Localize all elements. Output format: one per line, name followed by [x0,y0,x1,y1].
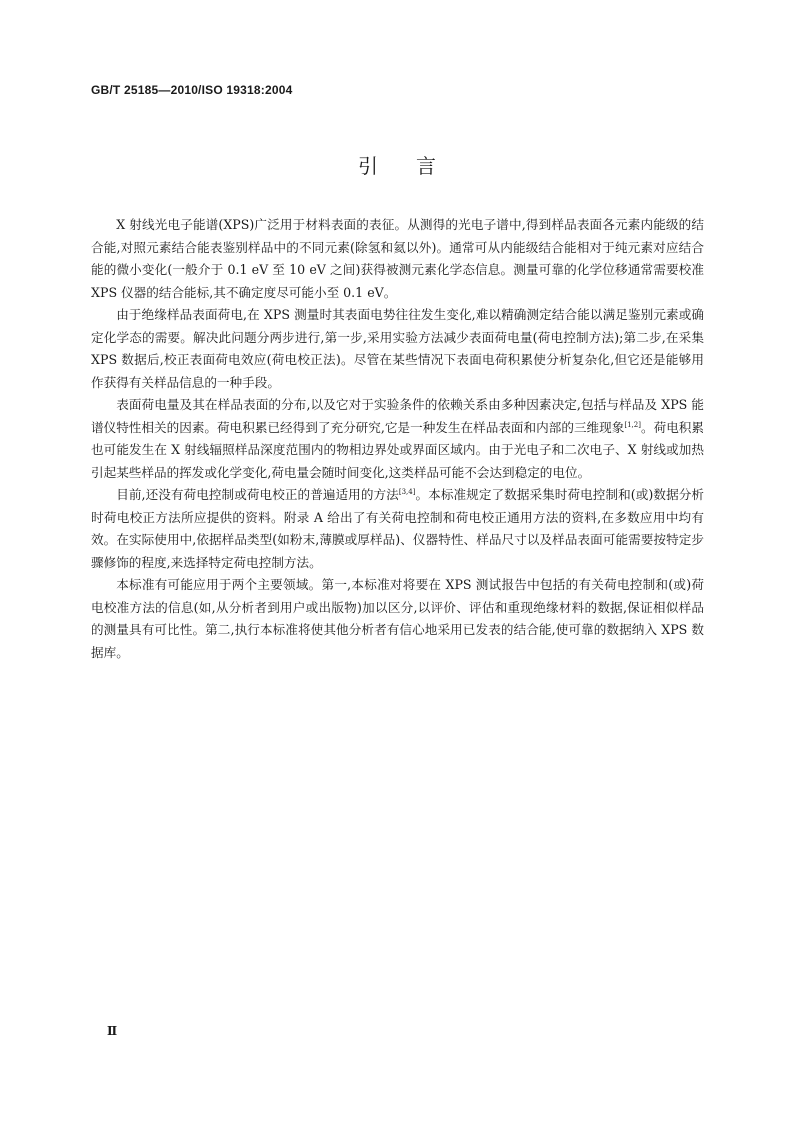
paragraph-text: 由于绝缘样品表面荷电,在 XPS 测量时其表面电势往往发生变化,难以精确测定结合能以满足鉴别元素或确定化学态的需要。解决此问题分两步进行,第一步,采用实验方法减少表面荷电量(荷电控制方法);第二步,在采集 XPS 数据后,校正表面荷电效应(荷电校正法)。尽管在某些情况下表面电荷积累使分析复杂化,但它还是能够用作获得有关样品信息的一种手段。 [91,307,704,390]
body-paragraph [91,304,704,394]
body-paragraph [91,484,704,574]
paragraph-text: X 射线光电子能谱(XPS)广泛用于材料表面的表征。从测得的光电子谱中,得到样品表面各元素内能级的结合能,对照元素结合能表鉴别样品中的不同元素(除氢和氦以外)。通常可从内能级结合能相对于纯元素对应结合能的微小变化(一般介于 0.1 eV 至 10 eV 之间)获得被测元素化学态信息。测量可靠的化学位移通常需要校准 XPS 仪器的结合能标,其不确定度尽可能小至 0.1 eV。 [91,217,704,300]
standard-number: GB/T 25185—2010/ISO 19318:2004 [91,83,293,97]
body-paragraph [91,574,704,664]
paragraph-text: 本标准有可能应用于两个主要领域。第一,本标准对将要在 XPS 测试报告中包括的有关荷电控制和(或)荷电校准方法的信息(如,从分析者到用户或出版物)加以区分,以评价、评估和重现绝缘材料的数据,保证相似样品的测量具有可比性。第二,执行本标准将使其他分析者有信心地采用已发表的结合能,使可靠的数据纳入 XPS 数据库。 [91,577,704,660]
body-paragraph [91,394,704,484]
body-paragraph [91,214,704,304]
introduction-body [91,214,704,664]
paragraph-text: 。荷电积累也可能发生在 X 射线辐照样品深度范围内的物相边界处或界面区域内。由于光电子和二次电子、X 射线或加热引起某些样品的挥发或化学变化,荷电量会随时间变化,这类样品可能不会达到稳定的电位。 [91,419,705,480]
paragraph-text: 表面荷电量及其在样品表面的分布,以及它对于实验条件的依赖关系由多种因素决定,包括与样品及 XPS 能谱仪特性相关的因素。荷电积累已经得到了充分研究,它是一种发生在样品表面和内部的三维现象 [91,397,704,435]
paragraph-text: 目前,还没有荷电控制或荷电校正的普遍适用的方法 [116,487,399,502]
page-title: 引言 [358,154,474,178]
paragraph-text: 。本标准规定了数据采集时荷电控制和(或)数据分析时荷电校正方法所应提供的资料。附录 A 给出了有关荷电控制和荷电校正通用方法的资料,在多数应用中均有效。在实际使用中,依据样品类型(如粉末,薄膜或厚样品)、仪器特性、样品尺寸以及样品表面可能需要按特定步骤修饰的程度,来选择特定荷电控制方法。 [91,487,704,570]
page-number: Ⅱ [107,1024,118,1038]
citation-reference: [1,2] [624,420,641,429]
citation-reference: [3,4] [398,488,416,496]
